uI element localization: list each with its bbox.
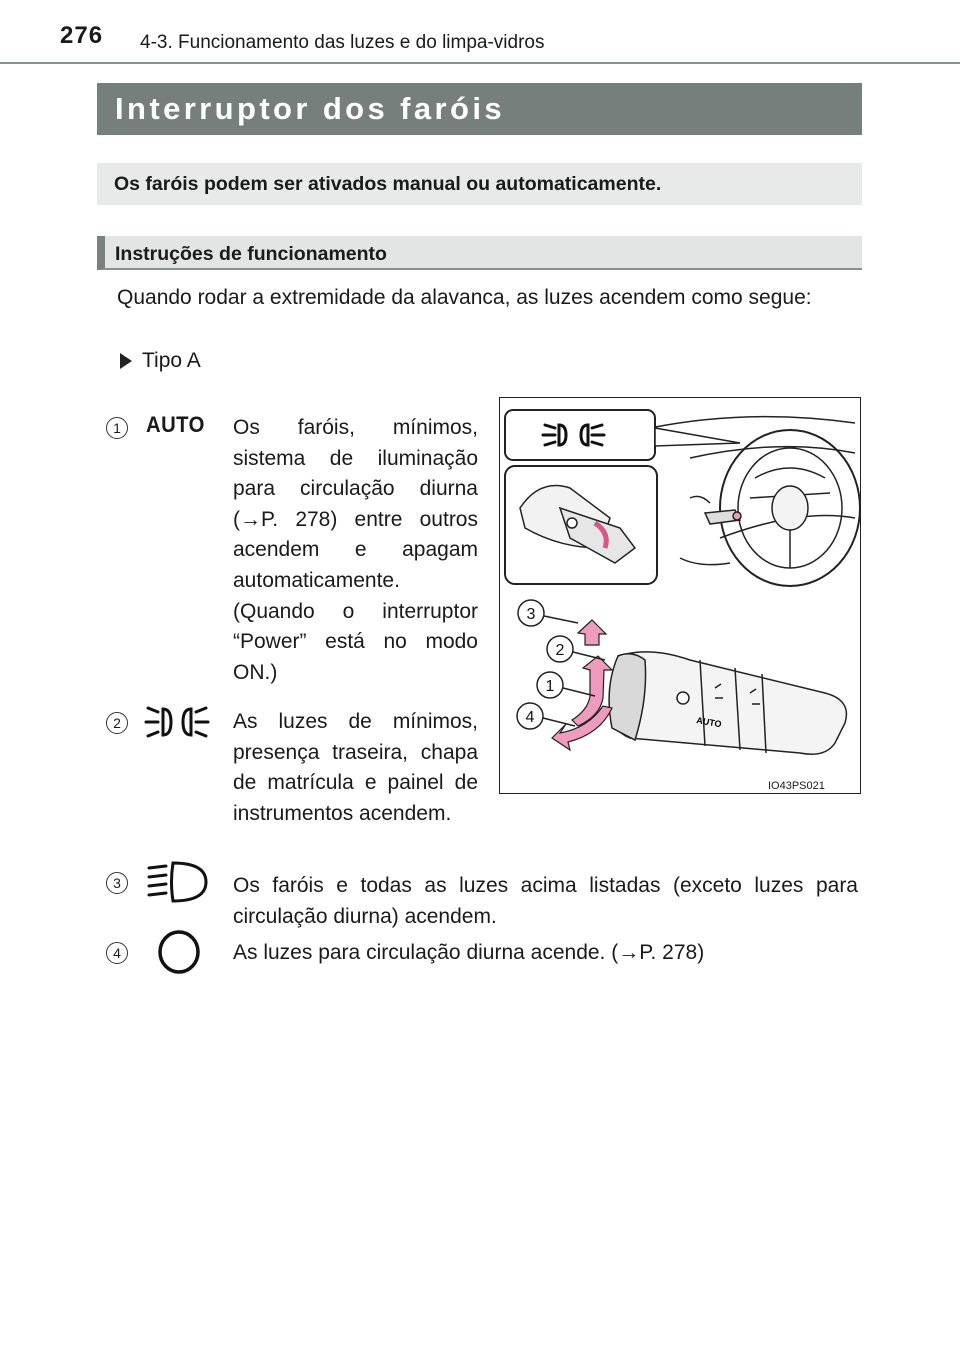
- item-number-4: 4: [106, 942, 128, 964]
- header-rule: [0, 62, 960, 64]
- figure-code: IO43PS021: [768, 780, 825, 792]
- type-label: Tipo A: [142, 349, 201, 372]
- auto-text-icon: AUTO: [146, 412, 205, 437]
- triangle-bullet-icon: [120, 353, 132, 369]
- item-1-description: [233, 413, 478, 688]
- intro-text: Os faróis podem ser ativados manual ou automaticamente.: [97, 163, 862, 205]
- item-1-text: Os faróis, mínimos, sistema de iluminação para circulação diurna (→P. 278) entre outros acendem e apagam automaticamente.: [233, 416, 478, 592]
- item-number-2: 2: [106, 712, 128, 734]
- lever-auto-label: AUTO: [695, 715, 723, 730]
- section-title: Interruptor dos faróis: [97, 83, 862, 135]
- parking-lights-icon: [143, 700, 211, 744]
- chapter-title: 4-3. Funcionamento das luzes e do limpa-vidros: [140, 32, 545, 53]
- type-heading: [120, 349, 201, 373]
- subsection-title: Instruções de funcionamento: [97, 236, 862, 270]
- item-1-note: (Quando o interruptor “Power” está no modo ON.): [233, 599, 478, 684]
- figure-illustration: [499, 397, 861, 794]
- callout-number-2: 2: [555, 642, 565, 659]
- item-2-description: As luzes de mínimos, presença traseira, chapa de matrícula e painel de instrumentos acendem.: [233, 710, 478, 825]
- item-number-1: 1: [106, 417, 128, 439]
- item-4-description: As luzes para circulação diurna acende. (→P. 278): [233, 941, 705, 964]
- item-number-3: 3: [106, 872, 128, 894]
- item-3-description: Os faróis e todas as luzes acima listadas (exceto luzes para circulação diurna) acendem.: [233, 874, 858, 928]
- callout-number-4: 4: [525, 709, 535, 726]
- daytime-running-light-icon: [155, 928, 203, 976]
- headlight-icon: [146, 858, 210, 906]
- body-paragraph: Quando rodar a extremidade da alavanca, as luzes acendem como segue:: [117, 286, 812, 309]
- callout-number-1: 1: [545, 678, 555, 695]
- page-number: 276: [60, 22, 104, 49]
- callout-number-3: 3: [526, 606, 536, 623]
- lever-illustration: [500, 398, 860, 793]
